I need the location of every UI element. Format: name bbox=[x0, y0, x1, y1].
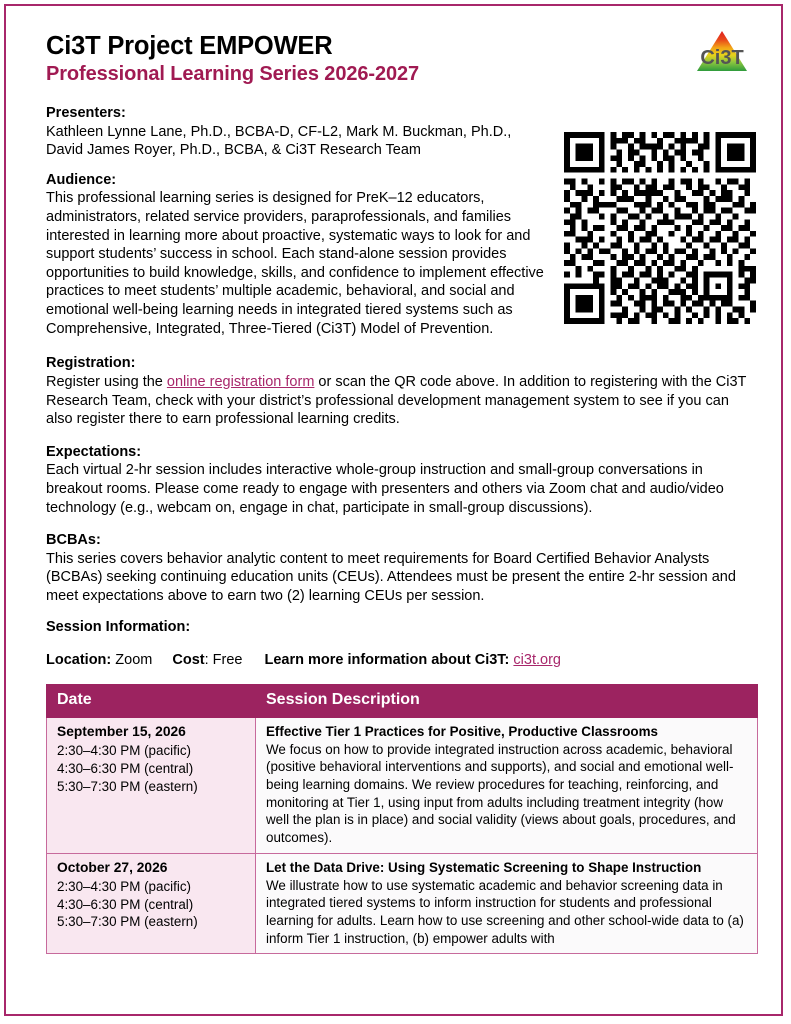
online-registration-form-link[interactable]: online registration form bbox=[166, 373, 315, 390]
session-time-pacific: 2:30–4:30 PM (pacific) bbox=[57, 879, 191, 895]
description-cell bbox=[256, 853, 758, 953]
session-title: Let the Data Drive: Using Systematic Screening to Shape Instruction bbox=[266, 859, 702, 875]
location-label: Location: bbox=[46, 651, 112, 668]
session-time-eastern: 5:30–7:30 PM (eastern) bbox=[57, 778, 198, 794]
session-title: Effective Tier 1 Practices for Positive, Productive Classrooms bbox=[266, 724, 658, 739]
bcbas-section bbox=[46, 531, 758, 605]
cost-value: : Free bbox=[204, 651, 243, 668]
session-information-line bbox=[46, 651, 758, 670]
date-cell bbox=[47, 853, 256, 953]
session-information-heading: Session Information: bbox=[46, 618, 191, 635]
expectations-heading: Expectations: bbox=[46, 443, 142, 460]
ci3t-logo-icon bbox=[694, 28, 750, 74]
session-information-section bbox=[46, 618, 758, 670]
location-value: Zoom bbox=[115, 651, 153, 668]
logo-text: Ci3T bbox=[700, 47, 744, 69]
presenters-body: Kathleen Lynne Lane, Ph.D., BCBA-D, CF-L2, Mark M. Buckman, Ph.D., David James Royer, Ph.D., BCBA, & Ci3T Research Team bbox=[46, 123, 512, 159]
presenters-heading: Presenters: bbox=[46, 105, 126, 121]
table-header-row bbox=[47, 685, 758, 718]
qr-code[interactable] bbox=[564, 132, 756, 342]
expectations-body: Each virtual 2-hr session includes interactive whole-group instruction and small-group conversations in breakout rooms. Please come ready to engage with presenters and others via Zoom chat and audio/video technology (e.g., webcam on, engage in chat, participate in small-group discussions). bbox=[46, 462, 724, 516]
expectations-section bbox=[46, 443, 758, 517]
date-cell bbox=[47, 718, 256, 854]
session-time-pacific: 2:30–4:30 PM (pacific) bbox=[57, 743, 191, 759]
cost-label: Cost bbox=[172, 651, 205, 668]
registration-section bbox=[46, 354, 758, 428]
session-time-central: 4:30–6:30 PM (central) bbox=[57, 896, 194, 912]
table-row bbox=[47, 718, 758, 854]
registration-text-before: Register using the bbox=[46, 373, 167, 390]
description-cell bbox=[256, 718, 758, 854]
session-description: We illustrate how to use systematic academic and behavior screening data in integrated tiered systems to inform instruction for students and professional learning for adults. Learn how to use screening and other school-wide data to (a) inform Tier 1 instruction, (b) empower adults with bbox=[266, 877, 744, 946]
registration-heading: Registration: bbox=[46, 355, 136, 372]
audience-heading: Audience: bbox=[46, 171, 117, 188]
page-title: Ci3T Project EMPOWER bbox=[46, 32, 333, 60]
audience-body: This professional learning series is designed for PreK–12 educators, administrators, related service providers, paraprofessionals, and families interested in learning more about proactive, systematic ways to look for and support students’ success in school. Each stand-alone session provides opportunities to build knowledge, skills, and confidence to implement effective practices to meet students’ multiple academic, behavioral, and social and emotional well-being learning needs in integrated tiered systems such as Comprehensive, Integrated, Three-Tiered (Ci3T) Model of Prevention. bbox=[46, 190, 544, 337]
column-header-session-description: Session Description bbox=[256, 685, 758, 718]
session-description: We focus on how to provide integrated instruction across academic, behavioral (positive behavioral interventions and supports), and social and emotional well-being learning domains. We review procedures for teaching, reinforcing, and monitoring at Tier 1, using input from adults including treatment integrity (how well the plan is in place) and social validity (views about goals, procedures, and outcomes). bbox=[266, 741, 736, 846]
table-row bbox=[47, 853, 758, 953]
session-date: September 15, 2026 bbox=[57, 724, 186, 739]
bcbas-body: This series covers behavior analytic content to meet requirements for Board Certified Behavior Analysts (BCBAs) seeking continuing education units (CEUs). Attendees must be present the entire 2-hr session and meet expectations above to earn two (2) learning CEUs per session. bbox=[46, 550, 736, 604]
registration-body bbox=[46, 373, 758, 429]
column-header-date: Date bbox=[47, 685, 256, 718]
ci3t-org-link[interactable]: ci3t.org bbox=[513, 651, 561, 668]
registration-text-after: or scan the QR code above. In addition to registering with the Ci3T Research Team, check with your district’s professional development management system to see if you can also register there to earn professional learning credits. bbox=[46, 373, 747, 428]
session-time-eastern: 5:30–7:30 PM (eastern) bbox=[57, 914, 198, 930]
flyer-page bbox=[4, 4, 783, 1016]
session-date: October 27, 2026 bbox=[57, 859, 168, 875]
header bbox=[46, 28, 758, 94]
learn-more-label: Learn more information about Ci3T: bbox=[264, 651, 510, 668]
bcbas-heading: BCBAs: bbox=[46, 532, 101, 549]
session-time-central: 4:30–6:30 PM (central) bbox=[57, 760, 194, 776]
page-subtitle: Professional Learning Series 2026-2027 bbox=[46, 62, 420, 85]
schedule-table bbox=[46, 684, 758, 954]
flyer-content bbox=[46, 28, 758, 954]
